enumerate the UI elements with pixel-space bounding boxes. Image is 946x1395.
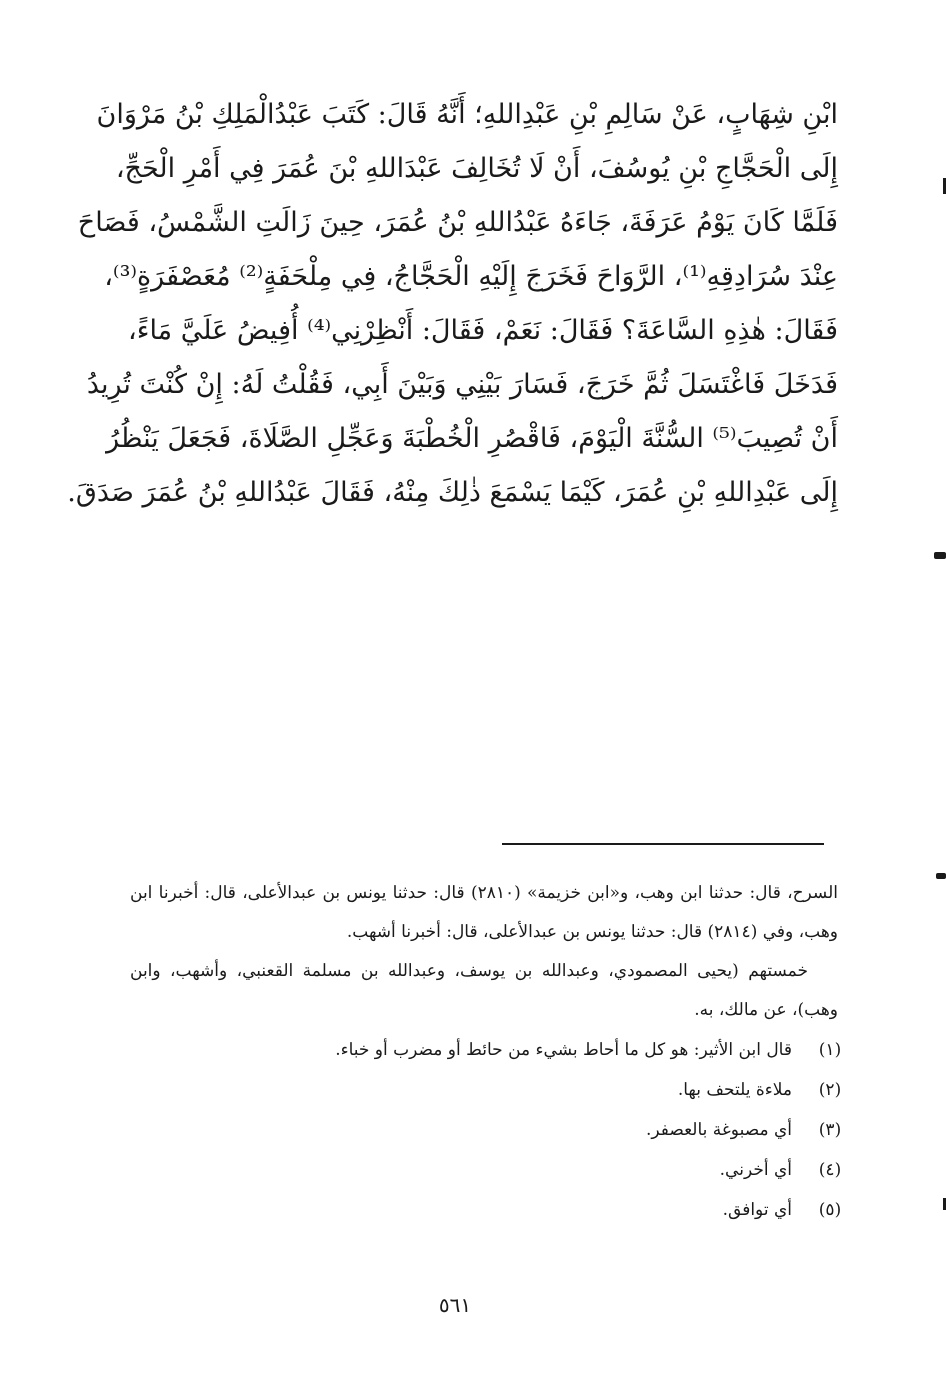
footnote-item	[130, 1070, 842, 1110]
footnote-text: أي مصبوغة بالعصفر.	[645, 1120, 792, 1140]
text-line: فَدَخَلَ فَاغْتَسَلَ ثُمَّ خَرَجَ، فَسَارَ بَيْنِي وَبَيْنَ أَبِي، فَقُلْتُ لَهُ: إِنْ كُنْتَ تُرِيدُ	[86, 369, 838, 400]
footnotes-section	[130, 874, 842, 1230]
footnote-item	[130, 1150, 842, 1190]
footnote-number: (٥)	[818, 1200, 842, 1220]
footnote-text: أي أخرني.	[719, 1160, 792, 1180]
text-line: فَقَالَ: هٰذِهِ السَّاعَةَ؟ فَقَالَ: نَعَمْ، فَقَالَ: أَنْظِرْنِي⁽⁴⁾ أُفِيضُ عَلَيَّ مَاءً،	[128, 315, 838, 346]
footnote-number: (٤)	[818, 1160, 842, 1180]
text-line: فَلَمَّا كَانَ يَوْمُ عَرَفَةَ، جَاءَهُ عَبْدُاللهِ بْنُ عُمَرَ، حِينَ زَالَتِ الشَّمْسُ، فَصَاحَ	[77, 207, 838, 238]
footnote-number: (٢)	[818, 1080, 842, 1100]
text-line: أَنْ تُصِيبَ⁽⁵⁾ السُّنَّةَ الْيَوْمَ، فَاقْصُرِ الْخُطْبَةَ وَعَجِّلِ الصَّلَاةَ، فَجَعَلَ يَنْظُرُ	[106, 423, 838, 454]
footnote-item	[130, 1030, 842, 1070]
text-line: إِلَى عَبْدِاللهِ بْنِ عُمَرَ، كَيْمَا يَسْمَعَ ذٰلِكَ مِنْهُ، فَقَالَ عَبْدُاللهِ بْنُ عُمَرَ صَدَقَ.	[67, 477, 838, 508]
scan-edge-mark	[934, 552, 946, 559]
footnote-number: (١)	[818, 1040, 842, 1060]
footnote-text: ملاءة يلتحف بها.	[677, 1080, 792, 1100]
footnote-item	[130, 1110, 842, 1150]
footnote-number: (٣)	[818, 1120, 842, 1140]
text-line: ابْنِ شِهَابٍ، عَنْ سَالِمِ بْنِ عَبْدِاللهِ؛ أَنَّهُ قَالَ: كَتَبَ عَبْدُالْمَلِكِ بْنُ مَرْوَانَ	[96, 99, 838, 130]
footnote-text: أي توافق.	[722, 1200, 792, 1220]
text-line: إِلَى الْحَجَّاجِ بْنِ يُوسُفَ، أَنْ لَا تُخَالِفَ عَبْدَاللهِ بْنَ عُمَرَ فِي أَمْرِ الْحَجِّ،	[115, 153, 838, 184]
text-line: عِنْدَ سُرَادِقِهِ⁽¹⁾، الرَّوَاحَ فَخَرَجَ إِلَيْهِ الْحَجَّاجُ، فِي مِلْحَفَةٍ⁽²⁾ مُعَصْفَرَةٍ⁽³⁾،	[104, 261, 838, 292]
page-number: ٥٦١	[438, 1293, 472, 1317]
footnote-paragraph: السرح، قال: حدثنا ابن وهب، و«ابن خزيمة» (٢٨١٠) قال: حدثنا يونس بن عبدالأعلى، قال: أخبرنا ابن وهب، وفي (٢٨١٤) قال: حدثنا يونس بن عبدالأعلى، قال: أخبرنا أشهب.	[130, 883, 838, 942]
footnote-paragraph: خمستهم (يحيى المصمودي، وعبدالله بن يوسف، وعبدالله بن مسلمة القعنبي، وأشهب، وابن وهب)، عن مالك، به.	[130, 961, 838, 1020]
hadith-text	[67, 88, 838, 520]
footnote-text: قال ابن الأثير: هو كل ما أحاط بشيء من حائط أو مضرب أو خباء.	[335, 1040, 792, 1060]
footnote-separator	[502, 843, 824, 845]
footnote-item	[130, 1190, 842, 1230]
scan-edge-mark	[936, 873, 946, 879]
